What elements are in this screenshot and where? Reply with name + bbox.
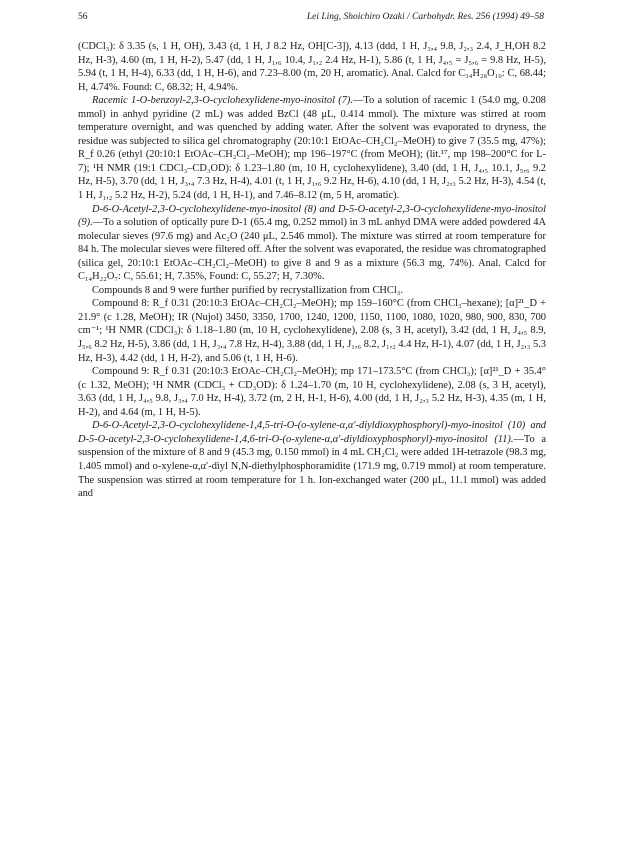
section-heading: D-6-O-Acetyl-2,3-O-cyclohexylidene-myo-inositol (8) and D-5-O-acetyl-2,3-O-cyclohexylidene-myo-inositol (9). <box>78 203 546 229</box>
paragraph-text: Compound 8: R_f 0.31 (20:10:3 EtOAc–CH₂Cl₂–MeOH); mp 159–160°C (from CHCl₃–hexane); [α]²¹_D + 21.9° (c 1.28, MeOH); IR (Nujol) 3450, 3350, 1700, 1240, 1200, 1150, 1100, 1080, 1020, 980, 900, 830, 700 cm⁻¹; ¹H NMR (CDCl₃): δ 1.18–1.80 (m, 10 H, cyclohexylidene), 2.08 (s, 3 H, acetyl), 3.42 (dd, 1 H, J₄,₅ 8.9, J₅,₆ 8.2 Hz, H-5), 3.86 (dd, 1 H, J₃,₄ 7.8 Hz, H-4), 3.88 (dd, 1 H, J₁,₆ 8.2, J₁,₂ 4.4 Hz, H-1), 4.07 (dd, 1 H, J₂,₃ 5.3 Hz, H-3), 4.42 (dd, 1 H, H-2), and 5.06 (t, 1 H, H-6). <box>78 298 546 364</box>
paragraph-text: Compounds 8 and 9 were further purified by recrystallization from CHCl₃. <box>92 284 403 296</box>
paragraph <box>78 284 546 298</box>
paragraph-text: Compound 9: R_f 0.31 (20:10:3 EtOAc–CH₂Cl₂–MeOH); mp 171–173.5°C (from CHCl₃); [α]²¹_D + 35.4° (c 1.32, MeOH); ¹H NMR (CDCl₃ + CD₃OD): δ 1.24–1.70 (m, 10 H, cyclohexylidene), 2.08 (s, 3 H, acetyl), 3.63 (dd, 1 H, J₄,₅ 9.8, J₃,₄ 7.0 Hz, H-4), 3.72 (m, 2 H, H-1, H-6), 4.00 (dd, 1 H, J₂,₃ 5.2 Hz, H-3), 4.35 (m, 1 H, H-2), and 4.64 (m, 1 H, H-5). <box>78 366 546 418</box>
paragraph <box>78 365 546 419</box>
article-body <box>78 40 546 501</box>
running-header <box>78 12 544 22</box>
paragraph-text: —To a solution of optically pure D-1 (65.4 mg, 0.252 mmol) in 3 mL anhyd DMA were added powdered 4A molecular sieves (97.6 mg) and Ac₂O (240 μL, 2.546 mmol). The mixture was stirred at room temperature for 84 h. The molecular sieves were filtered off. After the solvent was evaporated, the residue was chromatographed (silica gel, 20:10:1 EtOAc–CH₂Cl₂–MeOH) to give 8 and 9 as a mixture (56.3 mg, 74%). Anal. Calcd for C₁₄H₂₂O₇: C, 55.61; H, 7.35%, Found: C, 55.27; H, 7.30%. <box>78 217 546 283</box>
paragraph <box>78 419 546 500</box>
paragraph <box>78 40 546 94</box>
paragraph <box>78 203 546 284</box>
section-heading: Racemic 1-O-benzoyl-2,3-O-cyclohexylidene-myo-inositol (7). <box>92 95 353 107</box>
paragraph <box>78 94 546 202</box>
paragraph-text: —To a solution of racemic 1 (54.0 mg, 0.208 mmol) in anhyd pyridine (2 mL) was added BzCl (48 μL, 0.414 mmol). The mixture was stirred at room temperature overnight, and was quenched by adding water. After the solvent was evaporated to dryness, the residue was subjected to silica gel chromatography (20:10:1 EtOAc–CH₂Cl₂–MeOH) to give 7 (35.5 mg, 47%); R_f 0.26 (ethyl (20:10:1 EtOAc–CH₂Cl₂–MeOH); mp 196–197°C (from MeOH); (lit.¹⁷, mp 198–200°C for L-7); ¹H NMR (19:1 CDCl₃–CD₃OD): δ 1.23–1.80 (m, 10 H, cyclohexylidene), 3.40 (dd, 1 H, J₄,₅ 10.1, J₅,₆ 9.2 Hz, H-5), 3.70 (dd, 1 H, J₃,₄ 7.3 Hz, H-4), 4.01 (t, 1 H, J₁,₆ 9.2 Hz, H-6), 4.10 (dd, 1 H, J₂,₃ 5.2 Hz, H-3), 4.54 (t, 1 H, J₁,₂ 5.2 Hz, H-2), 5.24 (dd, 1 H, H-1), and 7.46–8.12 (m, 5 H, aromatic). <box>78 95 546 202</box>
running-title: Lei Ling, Shoichiro Ozaki / Carbohydr. Res. 256 (1994) 49–58 <box>306 12 544 22</box>
paragraph <box>78 297 546 365</box>
section-heading: D-6-O-Acetyl-2,3-O-cyclohexylidene-1,4,5-tri-O-(o-xylene-α,α′-diyldioxyphosphoryl)-myo-inositol (10) and D-5-O-acetyl-2,3-O-cyclohexylidene-1,4,6-tri-O-(o-xylene-α,α′-diyldioxyphosphoryl)-myo-inositol (11). <box>78 420 546 445</box>
page-number: 56 <box>78 12 88 22</box>
paragraph-text: (CDCl₃): δ 3.35 (s, 1 H, OH), 3.43 (d, 1 H, J 8.2 Hz, OH[C-3]), 4.13 (ddd, 1 H, J₃,₄ 9.8, J₂,₃ 2.4, J_H,OH 8.2 Hz, H-3), 4.60 (m, 1 H, H-2), 5.47 (dd, 1 H, J₁,₆ 10.4, J₁,₂ 2.4 Hz, H-1), 5.86 (t, 1 H, J₄,₅ = J₅,₆ = 9.8 Hz, H-5), 5.94 (t, 1 H, H-4), 6.33 (dd, 1 H, H-6), and 7.23–8.00 (m, 20 H, aromatic). Anal. Calcd for C₃₄H₂₈O₁₀: C, 68.44; H, 4.74%. Found: C, 68.32; H, 4.94%. <box>78 41 546 93</box>
paragraph-text: —To a suspension of the mixture of 8 and 9 (45.3 mg, 0.150 mmol) in 4 mL CH₂Cl₂ were added 1H-tetrazole (98.3 mg, 1.405 mmol) and o-xylene-α,α′-diyl N,N-diethylphosphoramidite (171.9 mg, 0.719 mmol) at room temperature. The suspension was stirred at room temperature for 1 h. Ion-exchanged water (200 μL, 11.1 mmol) was added and <box>78 433 546 500</box>
